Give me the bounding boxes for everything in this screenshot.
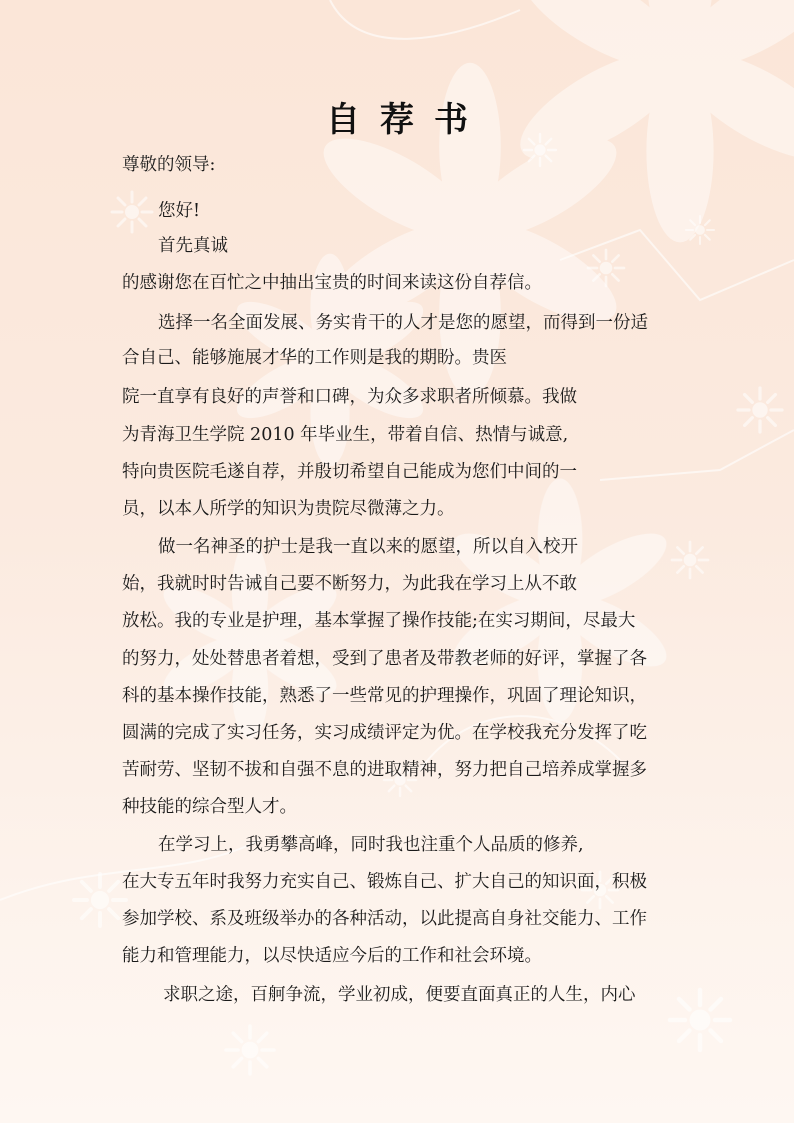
text-line: 院一直享有良好的声誉和口碑，为众多求职者所倾慕。我做	[122, 387, 577, 407]
text-line: 求职之途，百舸争流，学业初成，便要直面真正的人生，内心	[163, 985, 636, 1005]
text-line: 选择一名全面发展、务实肯干的人才是您的愿望，而得到一份适	[158, 313, 648, 333]
text-line: 首先真诚	[158, 236, 228, 256]
text-line: 在学习上，我勇攀高峰，同时我也注重个人品质的修养,	[158, 835, 584, 855]
text-line: 在大专五年时我努力充实自己、锻炼自己、扩大自己的知识面，积极	[122, 872, 647, 892]
text-line: 为青海卫生学院 2010 年毕业生，带着自信、热情与诚意,	[122, 425, 569, 445]
text-line: 特向贵医院毛遂自荐，并殷切希望自己能成为您们中间的一	[122, 462, 577, 482]
text-line: 参加学校、系及班级举办的各种活动，以此提高自身社交能力、工作	[122, 909, 647, 929]
text-line: 放松。我的专业是护理，基本掌握了操作技能;在实习期间，尽最大	[122, 611, 636, 631]
text-line: 始，我就时时告诫自己要不断努力，为此我在学习上从不敢	[122, 574, 577, 594]
text-line: 做一名神圣的护士是我一直以来的愿望，所以自入校开	[158, 537, 578, 557]
text-line: 科的基本操作技能，熟悉了一些常见的护理操作，巩固了理论知识，	[122, 686, 647, 706]
text-line: 的努力，处处替患者着想，受到了患者及带教老师的好评，掌握了各	[122, 649, 647, 669]
text-line: 合自己、能够施展才华的工作则是我的期盼。贵医	[122, 348, 507, 368]
text-line: 员，以本人所学的知识为贵院尽微薄之力。	[122, 499, 455, 519]
text-line: 能力和管理能力，以尽快适应今后的工作和社会环境。	[122, 946, 542, 966]
document-title: 自荐书	[326, 100, 488, 140]
text-line: 苦耐劳、坚韧不拔和自强不息的进取精神，努力把自己培养成掌握多	[122, 760, 647, 780]
text-line: 的感谢您在百忙之中抽出宝贵的时间来读这份自荐信。	[122, 273, 542, 293]
text-line: 种技能的综合型人才。	[122, 797, 297, 817]
text-line: 您好!	[158, 201, 201, 221]
text-line: 圆满的完成了实习任务，实习成绩评定为优。在学校我充分发挥了吃	[122, 723, 647, 743]
salutation: 尊敬的领导:	[122, 155, 216, 175]
